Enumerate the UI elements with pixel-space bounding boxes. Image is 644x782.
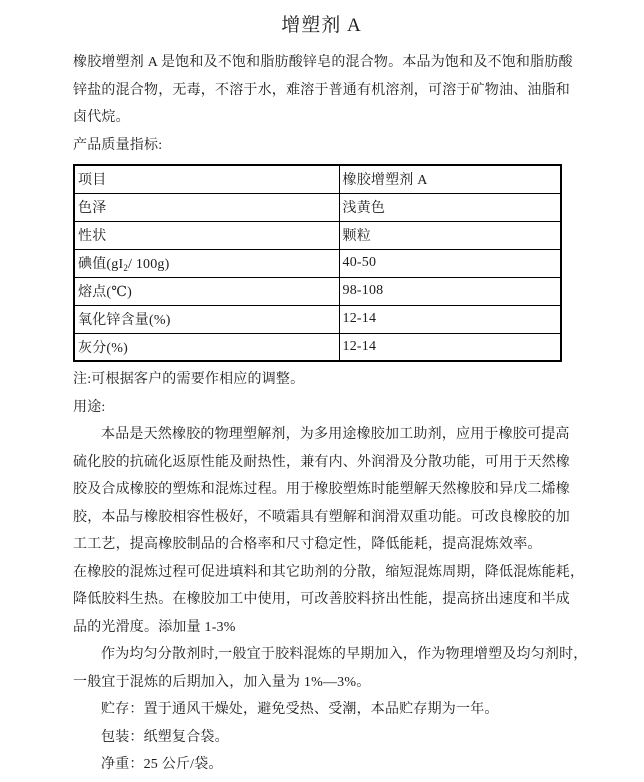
storage-line: 贮存：置于通风干燥处，避免受热、受潮，本品贮存期为一年。 xyxy=(101,702,499,717)
row-label: 项目 xyxy=(74,165,339,193)
usage-heading: 用途: xyxy=(73,399,106,415)
row-label: 熔点(℃) xyxy=(74,277,339,305)
quality-table xyxy=(73,164,562,362)
usage-line: 品的光滑度。添加量 1-3% xyxy=(73,619,236,635)
packing-line: 包装：纸塑复合袋。 xyxy=(101,729,229,745)
intro-line: 卤代烷。 xyxy=(73,110,130,125)
usage-line: 降低胶料生热。在橡胶加工中使用，可改善胶料挤出性能，提高挤出速度和半成 xyxy=(73,592,570,607)
row-value: 98-108 xyxy=(339,277,561,305)
usage-paragraph xyxy=(73,421,585,641)
usage-line: 工工艺，提高橡胶制品的合格率和尺寸稳定性，降低能耗，提高混炼效率。 xyxy=(73,537,542,552)
intro-line: 橡胶增塑剂 A 是饱和及不饱和脂肪酸锌皂的混合物。本品为饱和及不饱和脂肪酸 xyxy=(73,55,573,70)
table-row xyxy=(74,277,561,305)
table-row xyxy=(74,249,561,277)
usage-line: 在橡胶的混炼过程可促进填料和其它助剂的分散，缩短混炼周期，降低混炼能耗， xyxy=(73,564,585,580)
usage-line: 本品是天然橡胶的物理塑解剂，为多用途橡胶加工助剂，应用于橡胶可提高 xyxy=(101,427,570,442)
table-row xyxy=(74,305,561,333)
usage-line: 胶，本品与橡胶相容性极好，不喷霜具有塑解和润滑双重功能。可改良橡胶的加 xyxy=(73,509,570,525)
row-label: 氧化锌含量(%) xyxy=(74,305,339,333)
row-label-iodine: 碘值($gI_2/$ 100g) xyxy=(74,249,339,277)
row-value: 颗粒 xyxy=(339,221,561,249)
net-weight-line: 净重：25 公斤/袋。 xyxy=(101,757,223,772)
table-row xyxy=(74,221,561,249)
row-value: 12-14 xyxy=(339,305,561,333)
usage-line: 胶及合成橡胶的塑炼和混炼过程。用于橡胶塑炼时能塑解天然橡胶和异戊二烯橡 xyxy=(73,482,570,497)
doc-title: 增塑剂 A xyxy=(281,15,362,36)
intro-paragraph xyxy=(73,49,573,132)
dosage-line: 一般宜于混炼的后期加入，加入量为 1%—3%。 xyxy=(73,674,371,690)
row-label: 灰分(%) xyxy=(74,333,339,361)
quality-indicators-label: 产品质量指标: xyxy=(73,137,163,153)
row-value: 12-14 xyxy=(339,333,561,361)
iodine-subscript: 2 xyxy=(123,263,129,273)
row-value: 40-50 xyxy=(339,249,561,277)
dosage-line: 作为均匀分散剂时,一般宜于胶料混炼的早期加入，作为物理增塑及均匀剂时， xyxy=(101,647,588,662)
dosage-paragraph xyxy=(73,641,588,696)
intro-line: 锌盐的混合物，无毒，不溶于水，难溶于普通有机溶剂，可溶于矿物油、油脂和 xyxy=(73,82,570,98)
row-value: 浅黄色 xyxy=(339,193,561,221)
table-note: 注:可根据客户的需要作相应的调整。 xyxy=(73,372,305,387)
table-row xyxy=(74,333,561,361)
usage-line: 硫化胶的抗硫化返原性能及耐热性，兼有内、外润滑及分散功能，可用于天然橡 xyxy=(73,454,570,470)
row-label: 性状 xyxy=(74,221,339,249)
row-value: 橡胶增塑剂 A xyxy=(339,165,561,193)
table-row xyxy=(74,165,561,193)
row-label: 色泽 xyxy=(74,193,339,221)
table-row xyxy=(74,193,561,221)
